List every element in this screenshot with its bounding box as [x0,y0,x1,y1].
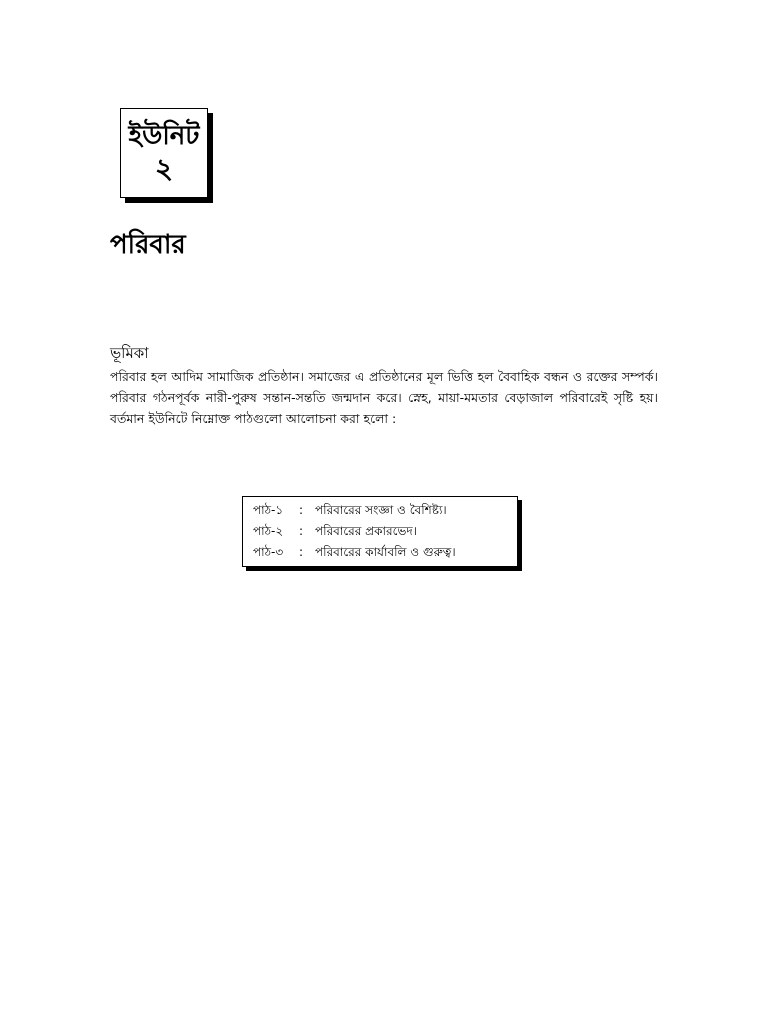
lesson-list-box [242,496,518,567]
lesson-separator: : [299,503,304,517]
lesson-row-2 [253,521,517,542]
lesson-label: পাঠ-৩ [253,545,284,559]
lesson-label: পাঠ-২ [253,524,284,538]
unit-badge [120,108,208,198]
chapter-title: পরিবার [110,230,186,260]
unit-badge-number: ২ [154,152,174,185]
lesson-separator: : [299,545,304,559]
unit-badge-label: ইউনিট [128,121,200,151]
lesson-row-3 [253,542,517,563]
introduction-heading: ভূমিকা [110,344,149,362]
lesson-label: পাঠ-১ [253,503,284,517]
lesson-topic: পরিবারের প্রকারভেদ। [315,524,417,538]
lesson-topic: পরিবারের সংজ্ঞা ও বৈশিষ্ট্য। [315,503,447,517]
lesson-separator: : [299,524,304,538]
introduction-paragraph: পরিবার হল আদিম সামাজিক প্রতিষ্ঠান। সমাজের এ প্রতিষ্ঠানের মূল ভিত্তি হল বৈবাহিক বন্ধন ও রক্তের সম্পর্ক। পরিবার গঠনপূর্বক নারী-পুরুষ সন্তান-সন্ততি জন্মদান করে। স্নেহ, মায়া-মমতার বেড়াজাল পরিবারেই সৃষ্টি হয়। বর্তমান ইউনিটে নিম্নোক্ত পাঠগুলো আলোচনা করা হলো : [110,369,658,426]
lesson-row-1 [253,500,517,521]
lesson-topic: পরিবারের কার্যাবলি ও গুরুত্ব। [315,545,456,559]
